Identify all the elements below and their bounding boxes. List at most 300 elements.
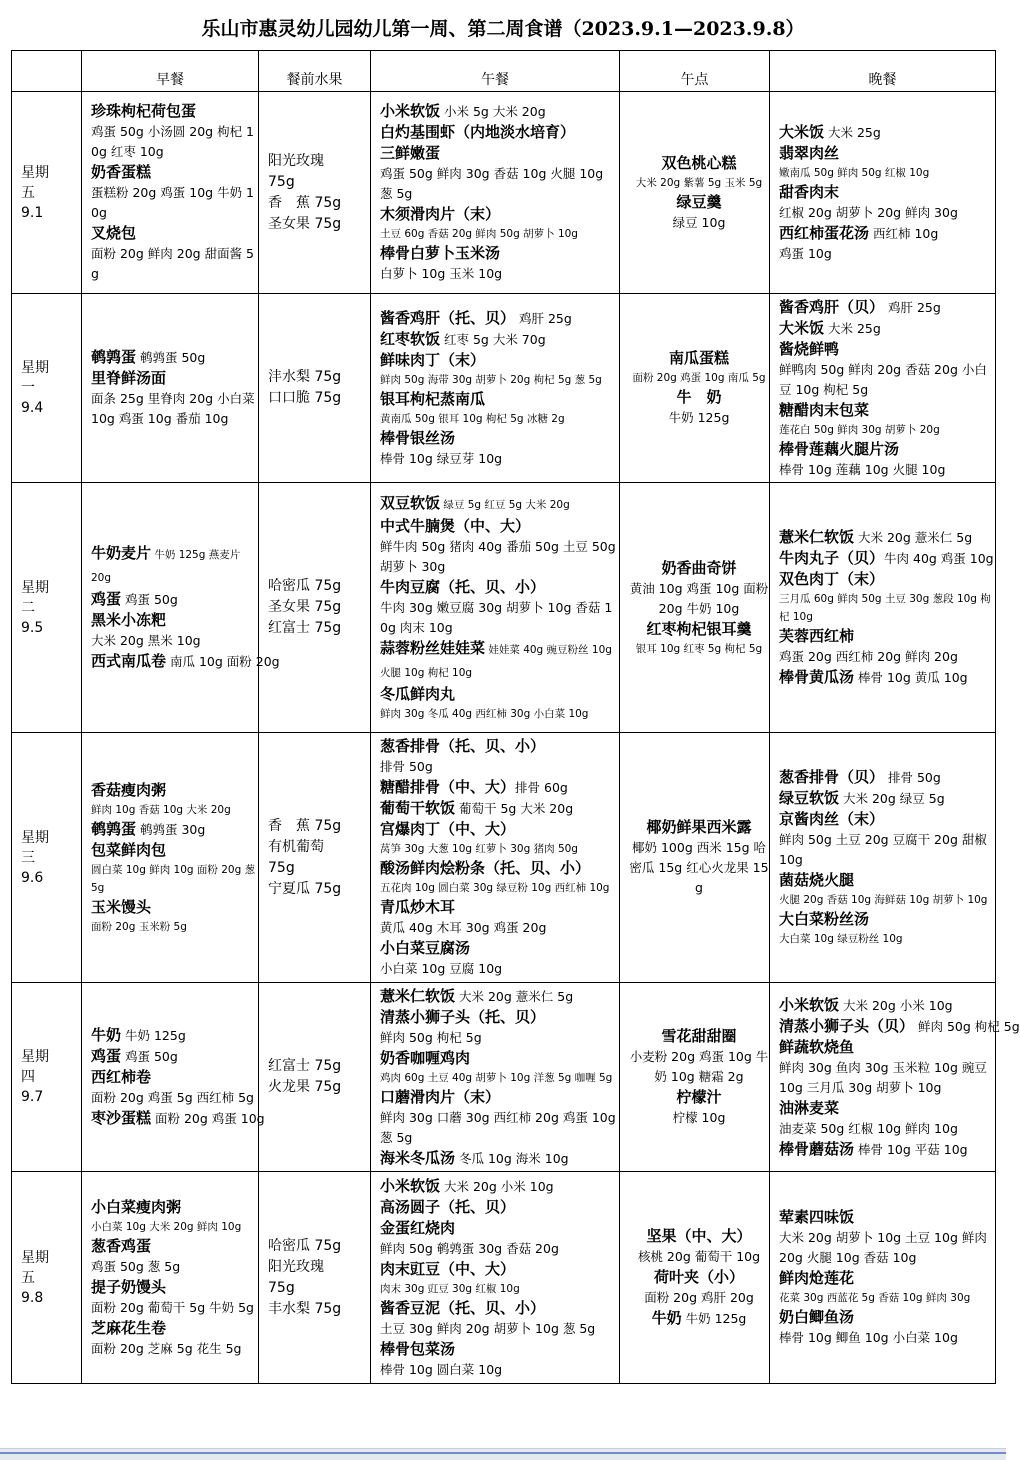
dish-name: 葡萄干软饭 — [380, 799, 456, 817]
header-row — [12, 51, 996, 92]
dish-name: 甜香肉末 — [779, 182, 840, 201]
dish-ingredients: 花菜 30g 西蓝花 5g 香菇 10g 鲜肉 30g — [779, 1292, 971, 1304]
dish-name: 清蒸小狮子头（贝） — [779, 1016, 915, 1035]
day-cell — [12, 733, 82, 983]
dish-name: 玉米馒头 — [91, 897, 152, 916]
dish-ingredients: 柠檬 10g — [672, 1110, 726, 1125]
dinner-cell — [770, 733, 996, 983]
dish-name: 葱香排骨（贝） — [779, 768, 885, 786]
dish-ingredients: 黄瓜 40g 木耳 30g 鸡蛋 20g — [380, 920, 547, 935]
dish-name: 双色桃心糕 — [661, 153, 737, 172]
day-label: 四 — [21, 1069, 35, 1085]
menu-row — [12, 483, 996, 733]
dish-name: 棒骨银丝汤 — [380, 428, 456, 447]
dish-ingredients: 大米 20g 紫薯 5g 玉米 5g — [635, 176, 763, 189]
dish-ingredients: 绿豆 5g 红豆 5g 大米 20g — [440, 498, 570, 511]
day-label: 五 — [21, 1269, 35, 1286]
fruit-cell — [259, 733, 371, 983]
dish-line — [629, 1308, 769, 1329]
fruit-item: 有机葡萄 — [268, 838, 324, 855]
fruit-item: 口口脆 75g — [268, 390, 342, 406]
day-label: 星期 — [21, 829, 49, 846]
fruit-item: 阳光玫瑰 — [268, 152, 324, 169]
menu-body — [12, 92, 1020, 1384]
dish-name: 西红柿卷 — [91, 1068, 152, 1086]
day-label: 9.1 — [21, 204, 44, 221]
day-label: 星期 — [21, 1249, 49, 1266]
snack-cell — [620, 1172, 770, 1384]
dish-ingredients: 面粉 20g 鲜肉 20g 甜面酱 5g — [91, 246, 255, 281]
dish-ingredients: 西红柿 10g — [869, 225, 939, 241]
day-label: 五 — [21, 184, 35, 201]
menu-row — [12, 1172, 996, 1384]
dish-line — [779, 788, 995, 809]
dish-name: 奶香曲奇饼 — [661, 558, 737, 577]
dish-line — [380, 329, 619, 350]
dish-name: 坚果（中、大） — [646, 1227, 752, 1245]
dish-name: 鹌鹑蛋 — [91, 819, 137, 838]
dish-ingredients: 牛奶 125g — [121, 1028, 186, 1043]
dish-ingredients: 面粉 20g 玉米粉 5g — [91, 920, 187, 933]
dish-ingredients: 棒骨 10g 绿豆芽 10g — [380, 450, 503, 466]
dish-name: 红枣软饭 — [380, 329, 441, 348]
snack-cell — [620, 983, 770, 1172]
dish-line — [380, 798, 619, 819]
snack-cell — [620, 92, 770, 294]
day-label: 9.8 — [21, 1289, 44, 1306]
dish-ingredients: 肉末 30g 豇豆 30g 红椒 10g — [380, 1282, 520, 1295]
day-label: 9.7 — [21, 1089, 44, 1105]
breakfast-cell — [82, 294, 259, 483]
header-breakfast: 早餐 — [82, 51, 259, 92]
dish-name: 南瓜蛋糕 — [668, 349, 729, 367]
dish-ingredients: 莲花白 50g 鲜肉 30g 胡萝卜 20g — [779, 423, 940, 436]
dish-name: 肉末豇豆（中、大） — [380, 1259, 516, 1278]
dish-ingredients: 娃娃菜 40g 豌豆粉丝 10g 火腿 10g 枸杞 10g — [380, 643, 612, 679]
day-label: 9.4 — [21, 400, 44, 416]
fruit-item: 75g — [268, 173, 295, 190]
dish-ingredients: 鲜肉 50g 海带 30g 胡萝卜 20g 枸杞 5g 葱 5g — [380, 373, 602, 386]
dish-name: 棒骨蘑菇汤 — [779, 1139, 855, 1158]
fruit-item: 哈密瓜 75g — [268, 1237, 342, 1254]
dish-ingredients: 牛肉 30g 嫩豆腐 30g 胡萝卜 10g 香菇 10g 肉末 10g — [380, 599, 613, 635]
dish-ingredients: 鲜肉 50g 土豆 20g 豆腐干 20g 甜椒 10g — [779, 832, 987, 867]
dish-name: 葱香排骨（托、贝、小） — [380, 737, 546, 755]
dish-name: 鲜蔬软烧鱼 — [779, 1037, 855, 1056]
dish-ingredients: 面粉 20g 鸡蛋 5g 西红柿 5g — [91, 1090, 254, 1105]
dish-ingredients: 南瓜 10g 面粉 20g — [166, 654, 280, 669]
dish-name: 小白菜豆腐汤 — [380, 939, 471, 957]
breakfast-cell — [82, 983, 265, 1172]
dish-line — [779, 667, 995, 688]
day-label: 星期 — [21, 360, 49, 376]
fruit-item: 火龙果 75g — [268, 1079, 342, 1095]
fruit-item: 香 蕉 75g — [268, 194, 342, 211]
dish-ingredients: 棒骨 10g 莲藕 10g 火腿 10g — [779, 461, 946, 477]
dish-ingredients: 银耳 10g 红枣 5g 枸杞 5g — [635, 642, 763, 655]
dish-name: 清蒸小狮子头（托、贝） — [380, 1007, 546, 1026]
dish-ingredients: 小米 5g 大米 20g — [440, 104, 546, 119]
day-cell — [12, 483, 82, 733]
dish-name: 木须滑肉片（末） — [380, 205, 501, 223]
dish-ingredients: 核桃 20g 葡萄干 10g — [637, 1249, 761, 1264]
dish-name: 银耳枸杞蒸南瓜 — [380, 389, 486, 408]
dish-ingredients: 小白菜 10g 大米 20g 鲜肉 10g — [91, 1220, 242, 1233]
lunch-cell — [371, 483, 620, 733]
dish-name: 柠檬汁 — [676, 1088, 722, 1106]
fruit-item: 圣女果 75g — [268, 599, 342, 615]
dish-name: 西式南瓜卷 — [91, 652, 167, 670]
dish-name: 酱香豆泥（托、贝、小） — [380, 1298, 546, 1317]
dish-name: 牛肉丸子（贝） — [779, 549, 885, 567]
dish-name: 鸡蛋 — [91, 1047, 122, 1065]
dish-ingredients: 鹌鹑蛋 30g — [136, 821, 206, 837]
menu-row — [12, 983, 996, 1172]
dish-ingredients: 面条 25g 里脊肉 20g 小白菜 10g 鸡蛋 10g 番茄 10g — [91, 391, 255, 426]
dish-name: 酱香鸡肝（托、贝） — [380, 308, 516, 327]
dish-name: 牛奶 — [651, 1309, 682, 1327]
day-label: 星期 — [21, 1049, 49, 1065]
dish-name: 蒜蓉粉丝娃娃菜 — [380, 638, 486, 657]
fruit-item: 哈密瓜 75g — [268, 578, 342, 594]
header-fruit: 餐前水果 — [259, 51, 371, 92]
dish-line — [779, 318, 995, 339]
day-cell — [12, 1172, 82, 1384]
snack-cell — [620, 733, 770, 983]
dish-line — [779, 767, 995, 788]
dish-name: 鲜肉炝莲花 — [779, 1269, 855, 1287]
dish-ingredients: 排骨 50g — [380, 759, 433, 774]
dish-name: 牛奶 — [91, 1026, 122, 1044]
dish-name: 青瓜炒木耳 — [380, 898, 456, 916]
dish-name: 奶白鲫鱼汤 — [779, 1308, 855, 1326]
dish-line — [779, 297, 995, 318]
dish-ingredients: 三月瓜 60g 鲜肉 50g 土豆 30g 葱段 10g 枸杞 10g — [779, 593, 991, 623]
dish-name: 糖醋排骨（中、大） — [380, 778, 516, 796]
day-label: 星期 — [21, 579, 49, 596]
dish-name: 包菜鲜肉包 — [91, 840, 167, 859]
dish-ingredients: 面粉 20g 葡萄干 5g 牛奶 5g — [91, 1299, 254, 1315]
dish-name: 棒骨黄瓜汤 — [779, 668, 855, 686]
dish-ingredients: 大米 25g — [824, 124, 881, 140]
day-label: 9.5 — [21, 619, 44, 636]
dish-ingredients: 排骨 60g — [515, 780, 568, 795]
dish-name: 鹌鹑蛋 — [91, 348, 137, 366]
dish-ingredients: 鸡蛋 50g 葱 5g — [91, 1258, 181, 1274]
breakfast-cell — [82, 483, 280, 733]
dish-name: 冬瓜鲜肉丸 — [380, 684, 456, 703]
dish-ingredients: 圆白菜 10g 鲜肉 10g 面粉 20g 葱 5g — [91, 863, 256, 894]
dish-ingredients: 绿豆 10g — [672, 214, 726, 230]
dish-ingredients: 黄南瓜 50g 银耳 10g 枸杞 5g 冰糖 2g — [380, 412, 565, 425]
bottom-toolbar — [0, 1448, 1006, 1460]
breakfast-cell — [82, 1172, 259, 1384]
dish-ingredients: 鸡肝 25g — [884, 299, 941, 315]
dish-line — [91, 347, 258, 368]
dish-line — [779, 1016, 1020, 1037]
day-cell — [12, 294, 82, 483]
dish-name: 提子奶馒头 — [91, 1277, 167, 1296]
dish-name: 京酱肉丝（末） — [779, 810, 885, 828]
dish-line — [91, 1025, 258, 1046]
header-day — [12, 51, 82, 92]
dish-name: 中式牛腩煲（中、大） — [380, 516, 531, 535]
day-cell — [12, 983, 82, 1172]
dish-line — [779, 527, 995, 548]
dish-ingredients: 葡萄干 5g 大米 20g — [455, 801, 574, 816]
dish-ingredients: 小麦粉 20g 鸡蛋 10g 牛奶 10g 糖霜 2g — [629, 1049, 769, 1084]
dish-ingredients: 红椒 20g 胡萝卜 20g 鲜肉 30g — [779, 204, 958, 220]
dish-ingredients: 鸡蛋 50g 小汤圆 20g 枸杞 10g 红枣 10g — [91, 124, 255, 159]
lunch-cell — [371, 1172, 620, 1384]
fruit-item: 红富士 75g — [268, 620, 342, 636]
dish-name: 小米软饭 — [380, 1176, 441, 1195]
dish-ingredients: 大米 25g — [824, 320, 881, 336]
dish-ingredients: 面粉 20g 鸡肝 20g — [644, 1290, 754, 1305]
fruit-item: 75g — [268, 859, 295, 876]
dish-line — [380, 308, 619, 329]
dish-line — [779, 223, 995, 244]
dish-line — [91, 543, 258, 589]
fruit-item: 沣水梨 75g — [268, 369, 342, 385]
dinner-cell — [770, 483, 996, 733]
fruit-item: 丰水梨 75g — [268, 1300, 342, 1317]
dish-ingredients: 大米 20g 小米 10g — [839, 997, 953, 1013]
dish-ingredients: 油麦菜 50g 红椒 10g 鲜肉 10g — [779, 1120, 958, 1136]
dish-name: 薏米仁软饭 — [380, 986, 456, 1005]
dish-ingredients: 鸡蛋 20g 西红柿 20g 鲜肉 20g — [779, 649, 958, 664]
fruit-item: 圣女果 75g — [268, 215, 342, 232]
dish-name: 三鲜嫩蛋 — [380, 144, 441, 162]
dish-ingredients: 大米 20g 黑米 10g — [91, 633, 201, 648]
dish-name: 小米软饭 — [779, 995, 840, 1014]
lunch-cell — [371, 92, 620, 294]
dish-ingredients: 鲜肉 30g 口蘑 30g 西红柿 20g 鸡蛋 10g 葱 5g — [380, 1109, 616, 1145]
day-label: 9.6 — [21, 869, 44, 886]
dish-ingredients: 冬瓜 10g 海米 10g — [455, 1150, 569, 1166]
dish-line — [380, 986, 619, 1007]
dish-ingredients: 嫩南瓜 50g 鲜肉 50g 红椒 10g — [779, 166, 930, 179]
dish-ingredients: 大米 20g 小米 10g — [440, 1178, 554, 1194]
dish-name: 菌菇烧火腿 — [779, 871, 855, 889]
dish-line — [779, 548, 995, 569]
dish-name: 口蘑滑肉片（末） — [380, 1087, 501, 1106]
dish-ingredients: 鲜肉 50g 鹌鹑蛋 30g 香菇 20g — [380, 1240, 559, 1256]
dish-ingredients: 鲜肉 50g 枸杞 5g — [380, 1029, 482, 1045]
dish-name: 薏米仁软饭 — [779, 528, 855, 546]
dish-line — [380, 493, 619, 516]
fruit-item: 宁夏瓜 75g — [268, 880, 342, 897]
dish-name: 荷叶夹（小） — [653, 1268, 744, 1286]
dish-ingredients: 莴笋 30g 大葱 10g 红萝卜 30g 猪肉 50g — [380, 843, 578, 855]
dish-line — [91, 651, 280, 672]
dish-line — [380, 1148, 619, 1169]
dish-name: 棒骨包菜汤 — [380, 1339, 456, 1358]
day-label: 二 — [21, 599, 35, 616]
menu-table — [11, 50, 1020, 1384]
menu-row — [12, 294, 996, 483]
dinner-cell — [770, 1172, 996, 1384]
dish-line — [91, 1046, 258, 1067]
header-dinner: 晚餐 — [770, 51, 996, 92]
dish-ingredients: 鸡肉 60g 土豆 40g 胡萝卜 10g 洋葱 5g 咖喱 5g — [380, 1071, 613, 1084]
dish-name: 牛 奶 — [676, 388, 722, 406]
day-label: 三 — [21, 849, 35, 866]
dish-line — [779, 122, 995, 143]
dish-ingredients: 牛奶 125g — [681, 1311, 747, 1326]
dish-ingredients: 鲜牛肉 50g 猪肉 40g 番茄 50g 土豆 50g 胡萝卜 30g — [380, 538, 616, 574]
dish-ingredients: 土豆 60g 香菇 20g 鲜肉 50g 胡萝卜 10g — [380, 228, 578, 240]
day-label: 星期 — [21, 164, 49, 181]
fruit-cell — [259, 294, 371, 483]
dinner-cell — [770, 92, 996, 294]
dish-name: 双色肉丁（末） — [779, 570, 885, 588]
dish-ingredients: 鲜鸭肉 50g 鲜肉 20g 香菇 20g 小白豆 10g 枸杞 5g — [779, 361, 987, 397]
dish-name: 西红柿蛋花汤 — [779, 223, 870, 242]
dish-line — [779, 995, 995, 1016]
dish-ingredients: 牛肉 40g 鸡蛋 10g — [884, 551, 994, 566]
dish-ingredients: 白萝卜 10g 玉米 10g — [380, 266, 503, 281]
dish-ingredients: 大米 20g 薏米仁 5g — [455, 988, 574, 1004]
fruit-cell — [259, 483, 371, 733]
dish-name: 鲜味肉丁（末） — [380, 350, 486, 369]
dish-ingredients: 排骨 50g — [884, 770, 941, 785]
breakfast-cell — [82, 92, 259, 294]
dish-ingredients: 土豆 30g 鲜肉 20g 胡萝卜 10g 葱 5g — [380, 1320, 596, 1336]
dish-name: 大米饭 — [779, 122, 825, 141]
fruit-cell — [259, 92, 371, 294]
dish-name: 翡翠肉丝 — [779, 143, 840, 162]
bottom-divider — [0, 1452, 1006, 1454]
fruit-item: 75g — [268, 1279, 295, 1296]
fruit-item: 阳光玫瑰 — [268, 1258, 324, 1275]
fruit-cell — [259, 1172, 371, 1384]
dish-name: 芝麻花生卷 — [91, 1318, 167, 1337]
dish-ingredients: 小白菜 10g 豆腐 10g — [380, 961, 503, 976]
dish-name: 双豆软饭 — [380, 493, 441, 512]
page-title: 乐山市惠灵幼儿园幼儿第一周、第二周食谱（2023.9.1—2023.9.8） — [201, 18, 805, 40]
dish-name: 牛肉豆腐（托、贝、小） — [380, 577, 546, 596]
breakfast-cell — [82, 733, 259, 983]
dish-name: 小米软饭 — [380, 102, 441, 120]
dish-name: 酸汤鲜肉烩粉条（托、贝、小） — [380, 859, 591, 877]
fruit-cell — [259, 983, 371, 1172]
dish-ingredients: 大米 20g 绿豆 5g — [839, 791, 945, 806]
dish-ingredients: 大白菜 10g 绿豆粉丝 10g — [779, 933, 903, 945]
dish-ingredients: 大米 20g 薏米仁 5g — [854, 530, 973, 545]
dish-ingredients: 鹌鹑蛋 50g — [136, 350, 206, 365]
dish-name: 奶香蛋糕 — [91, 163, 152, 181]
dish-name: 里脊鲜汤面 — [91, 369, 167, 387]
header-snack: 午点 — [620, 51, 770, 92]
dish-name: 红枣枸杞银耳羹 — [646, 619, 752, 638]
dish-ingredients: 牛奶 125g — [668, 410, 730, 425]
dish-ingredients: 黄油 10g 鸡蛋 10g 面粉 20g 牛奶 10g — [629, 580, 769, 616]
lunch-cell — [371, 294, 620, 483]
snack-cell — [620, 294, 770, 483]
dish-ingredients: 棒骨 10g 鲫鱼 10g 小白菜 10g — [779, 1330, 958, 1345]
dish-name: 叉烧包 — [91, 224, 137, 242]
menu-row — [12, 733, 996, 983]
dish-ingredients: 面粉 20g 芝麻 5g 花生 5g — [91, 1340, 242, 1356]
dish-name: 珍珠枸杞荷包蛋 — [91, 102, 197, 120]
lunch-cell — [371, 733, 620, 983]
dish-ingredients: 鲜肉 50g 枸杞 5g — [914, 1018, 1020, 1034]
dish-name: 糖醋肉末包菜 — [779, 400, 870, 419]
dinner-cell — [770, 983, 1020, 1172]
dish-ingredients: 牛奶 125g 燕麦片 20g — [91, 549, 241, 584]
dish-line — [380, 777, 619, 798]
day-cell — [12, 92, 82, 294]
day-label: 一 — [21, 380, 35, 396]
dinner-cell — [770, 294, 996, 483]
dish-ingredients: 火腿 20g 香菇 10g 海鲜菇 10g 胡萝卜 10g — [779, 894, 988, 906]
dish-name: 大白菜粉丝汤 — [779, 910, 870, 928]
dish-name: 荤素四味饭 — [779, 1208, 855, 1226]
dish-name: 葱香鸡蛋 — [91, 1236, 152, 1255]
dish-name: 奶香咖喱鸡肉 — [380, 1048, 471, 1067]
dish-name: 金蛋红烧肉 — [380, 1218, 456, 1237]
dish-ingredients: 棒骨 10g 黄瓜 10g — [854, 670, 968, 685]
dish-line — [380, 638, 619, 684]
dish-line — [91, 589, 258, 610]
dish-name: 牛奶麦片 — [91, 544, 152, 562]
fruit-item: 红富士 75g — [268, 1058, 342, 1074]
dish-name: 酱香鸡肝（贝） — [779, 297, 885, 316]
dish-ingredients: 鸡肝 25g — [515, 310, 572, 326]
header-lunch: 午餐 — [371, 51, 620, 92]
dish-ingredients: 椰奶 100g 西米 15g 哈密瓜 15g 红心火龙果 15g — [629, 840, 769, 895]
dish-name: 海米冬瓜汤 — [380, 1148, 456, 1167]
dish-name: 宫爆肉丁（中、大） — [380, 820, 516, 838]
dish-name: 大米饭 — [779, 318, 825, 337]
dish-name: 黑米小冻粑 — [91, 611, 167, 629]
fruit-item: 香 蕉 75g — [268, 817, 342, 834]
dish-ingredients: 大米 20g 胡萝卜 10g 土豆 10g 鲜肉 20g 火腿 10g 香菇 10g — [779, 1230, 987, 1265]
dish-line — [91, 819, 258, 840]
menu-row — [12, 92, 996, 294]
dish-line — [380, 101, 619, 122]
dish-name: 芙蓉西红柿 — [779, 627, 855, 645]
dish-ingredients: 鸡蛋 50g — [121, 1049, 178, 1064]
dish-name: 酱烧鲜鸭 — [779, 339, 840, 358]
dish-name: 绿豆羹 — [676, 192, 722, 211]
dish-name: 枣沙蛋糕 — [91, 1109, 152, 1127]
dish-ingredients: 鲜肉 30g 鱼肉 30g 玉米粒 10g 豌豆 10g 三月瓜 30g 胡萝卜 10g — [779, 1059, 987, 1095]
dish-name: 香菇瘦肉粥 — [91, 780, 167, 799]
dish-name: 鸡蛋 — [91, 590, 122, 608]
snack-cell — [620, 483, 770, 733]
dish-ingredients: 红枣 5g 大米 70g — [440, 331, 546, 347]
dish-ingredients: 棒骨 10g 圆白菜 10g — [380, 1361, 503, 1377]
dish-name: 高汤圆子（托、贝） — [380, 1197, 516, 1216]
dish-ingredients: 蛋糕粉 20g 鸡蛋 10g 牛奶 10g — [91, 185, 255, 220]
dish-name: 雪花甜甜圈 — [661, 1027, 737, 1045]
dish-name: 棒骨白萝卜玉米汤 — [380, 244, 501, 262]
dish-ingredients: 鲜肉 10g 香菇 10g 大米 20g — [91, 803, 231, 816]
dish-ingredients: 鸡蛋 10g — [779, 245, 832, 261]
lunch-cell — [371, 983, 620, 1172]
dish-ingredients: 鸡蛋 50g — [121, 592, 178, 607]
dish-line — [779, 1139, 995, 1160]
dish-ingredients: 面粉 20g 鸡蛋 10g — [151, 1111, 265, 1126]
dish-line — [380, 1176, 619, 1197]
dish-name: 油淋麦菜 — [779, 1098, 840, 1117]
dish-ingredients: 五花肉 10g 圆白菜 30g 绿豆粉 10g 西红柿 10g — [380, 882, 610, 894]
dish-ingredients: 棒骨 10g 平菇 10g — [854, 1141, 968, 1157]
dish-name: 椰奶鲜果西米露 — [646, 818, 752, 836]
dish-line — [91, 1108, 265, 1129]
